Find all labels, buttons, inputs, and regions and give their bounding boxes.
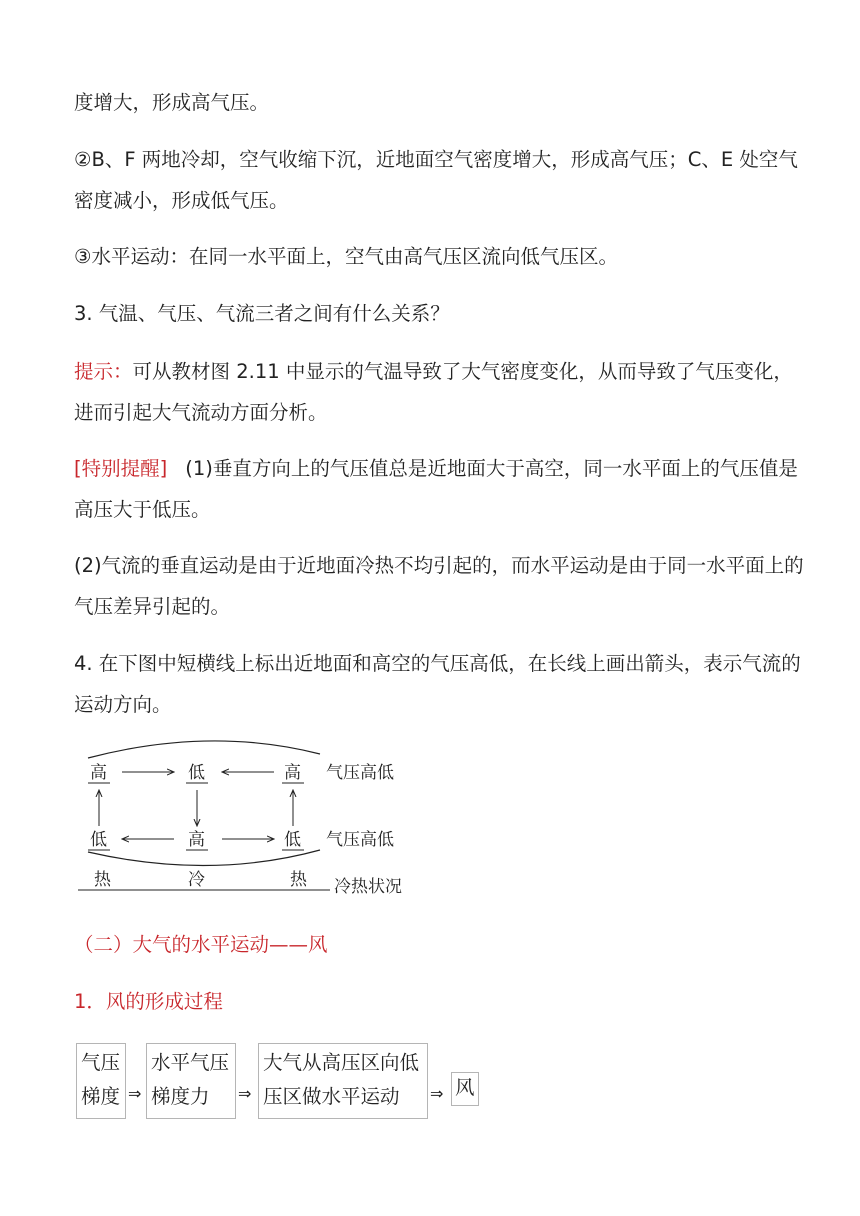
section-subtitle: 1．风的形成过程 bbox=[74, 990, 223, 1013]
flow-box-1-line1: 气压 bbox=[81, 1051, 121, 1074]
bottom-right-pressure: 低 bbox=[284, 830, 301, 850]
flow-box-3-line1: 大气从高压区向低 bbox=[263, 1051, 420, 1074]
flow-box-gradient-force bbox=[146, 1043, 236, 1119]
flow-arrow-3: ⇒ bbox=[430, 1084, 444, 1103]
top-right-pressure: 高 bbox=[284, 763, 301, 783]
ground-row-label: 冷热状况 bbox=[334, 877, 402, 897]
paragraph-item-2-line1: ②B、F 两地冷却，空气收缩下沉，近地面空气密度增大，形成高气压；C、E 处空气 bbox=[74, 148, 798, 171]
top-row-label: 气压高低 bbox=[326, 763, 394, 783]
hint-line2: 进而引起大气流动方面分析。 bbox=[74, 401, 328, 424]
paragraph-note-2-line1: (2)气流的垂直运动是由于近地面冷热不均引起的，而水平运动是由于同一水平面上的 bbox=[74, 554, 804, 577]
flow-arrow-2: ⇒ bbox=[238, 1084, 252, 1103]
hint-text: 可从教材图 2.11 中显示的气温导致了大气密度变化，从而导致了气压变化， bbox=[132, 360, 793, 383]
question-3: 3. 气温、气压、气流三者之间有什么关系？ bbox=[74, 302, 450, 325]
question-4-line1: 4. 在下图中短横线上标出近地面和高空的气压高低，在长线上画出箭头，表示气流的 bbox=[74, 652, 801, 675]
flow-box-2-line1: 水平气压 bbox=[151, 1051, 230, 1074]
paragraph-note-2-line2: 气压差异引起的。 bbox=[74, 595, 231, 618]
ground-left-temperature: 热 bbox=[94, 870, 111, 890]
special-note-text: (1)垂直方向上的气压值总是近地面大于高空，同一水平面上的气压值是 bbox=[185, 457, 798, 480]
bottom-center-pressure: 高 bbox=[188, 830, 205, 850]
hint-line1 bbox=[74, 362, 793, 382]
hint-label: 提示： bbox=[74, 360, 133, 383]
lower-arc-line bbox=[88, 850, 320, 866]
upper-arc-line bbox=[88, 741, 320, 758]
flow-box-3-line2: 压区做水平运动 bbox=[263, 1085, 400, 1108]
top-center-pressure: 低 bbox=[188, 763, 205, 783]
top-left-pressure: 高 bbox=[90, 763, 107, 783]
flow-arrow-1: ⇒ bbox=[128, 1084, 142, 1103]
paragraph-item-2-line2: 密度减小，形成低气压。 bbox=[74, 189, 289, 212]
special-note-line2: 高压大于低压。 bbox=[74, 498, 211, 521]
flow-box-wind: 风 bbox=[451, 1072, 479, 1106]
ground-center-temperature: 冷 bbox=[188, 870, 205, 890]
bottom-row-label: 气压高低 bbox=[326, 830, 394, 850]
paragraph-continuation: 度增大，形成高气压。 bbox=[74, 91, 270, 114]
flow-box-horizontal-motion bbox=[258, 1043, 428, 1119]
special-note-line1 bbox=[74, 459, 798, 479]
flow-box-2-line2: 梯度力 bbox=[151, 1085, 210, 1108]
thermal-circulation-diagram bbox=[70, 732, 420, 902]
section-title: （二）大气的水平运动——风 bbox=[74, 933, 328, 956]
question-4-line2: 运动方向。 bbox=[74, 693, 172, 716]
flow-box-1-line2: 梯度 bbox=[81, 1085, 121, 1108]
paragraph-item-3: ③水平运动：在同一水平面上，空气由高气压区流向低气压区。 bbox=[74, 245, 618, 268]
special-note-label: [特别提醒] bbox=[74, 457, 168, 480]
ground-right-temperature: 热 bbox=[290, 870, 307, 890]
bottom-left-pressure: 低 bbox=[90, 830, 107, 850]
flow-box-pressure-gradient bbox=[76, 1043, 126, 1119]
